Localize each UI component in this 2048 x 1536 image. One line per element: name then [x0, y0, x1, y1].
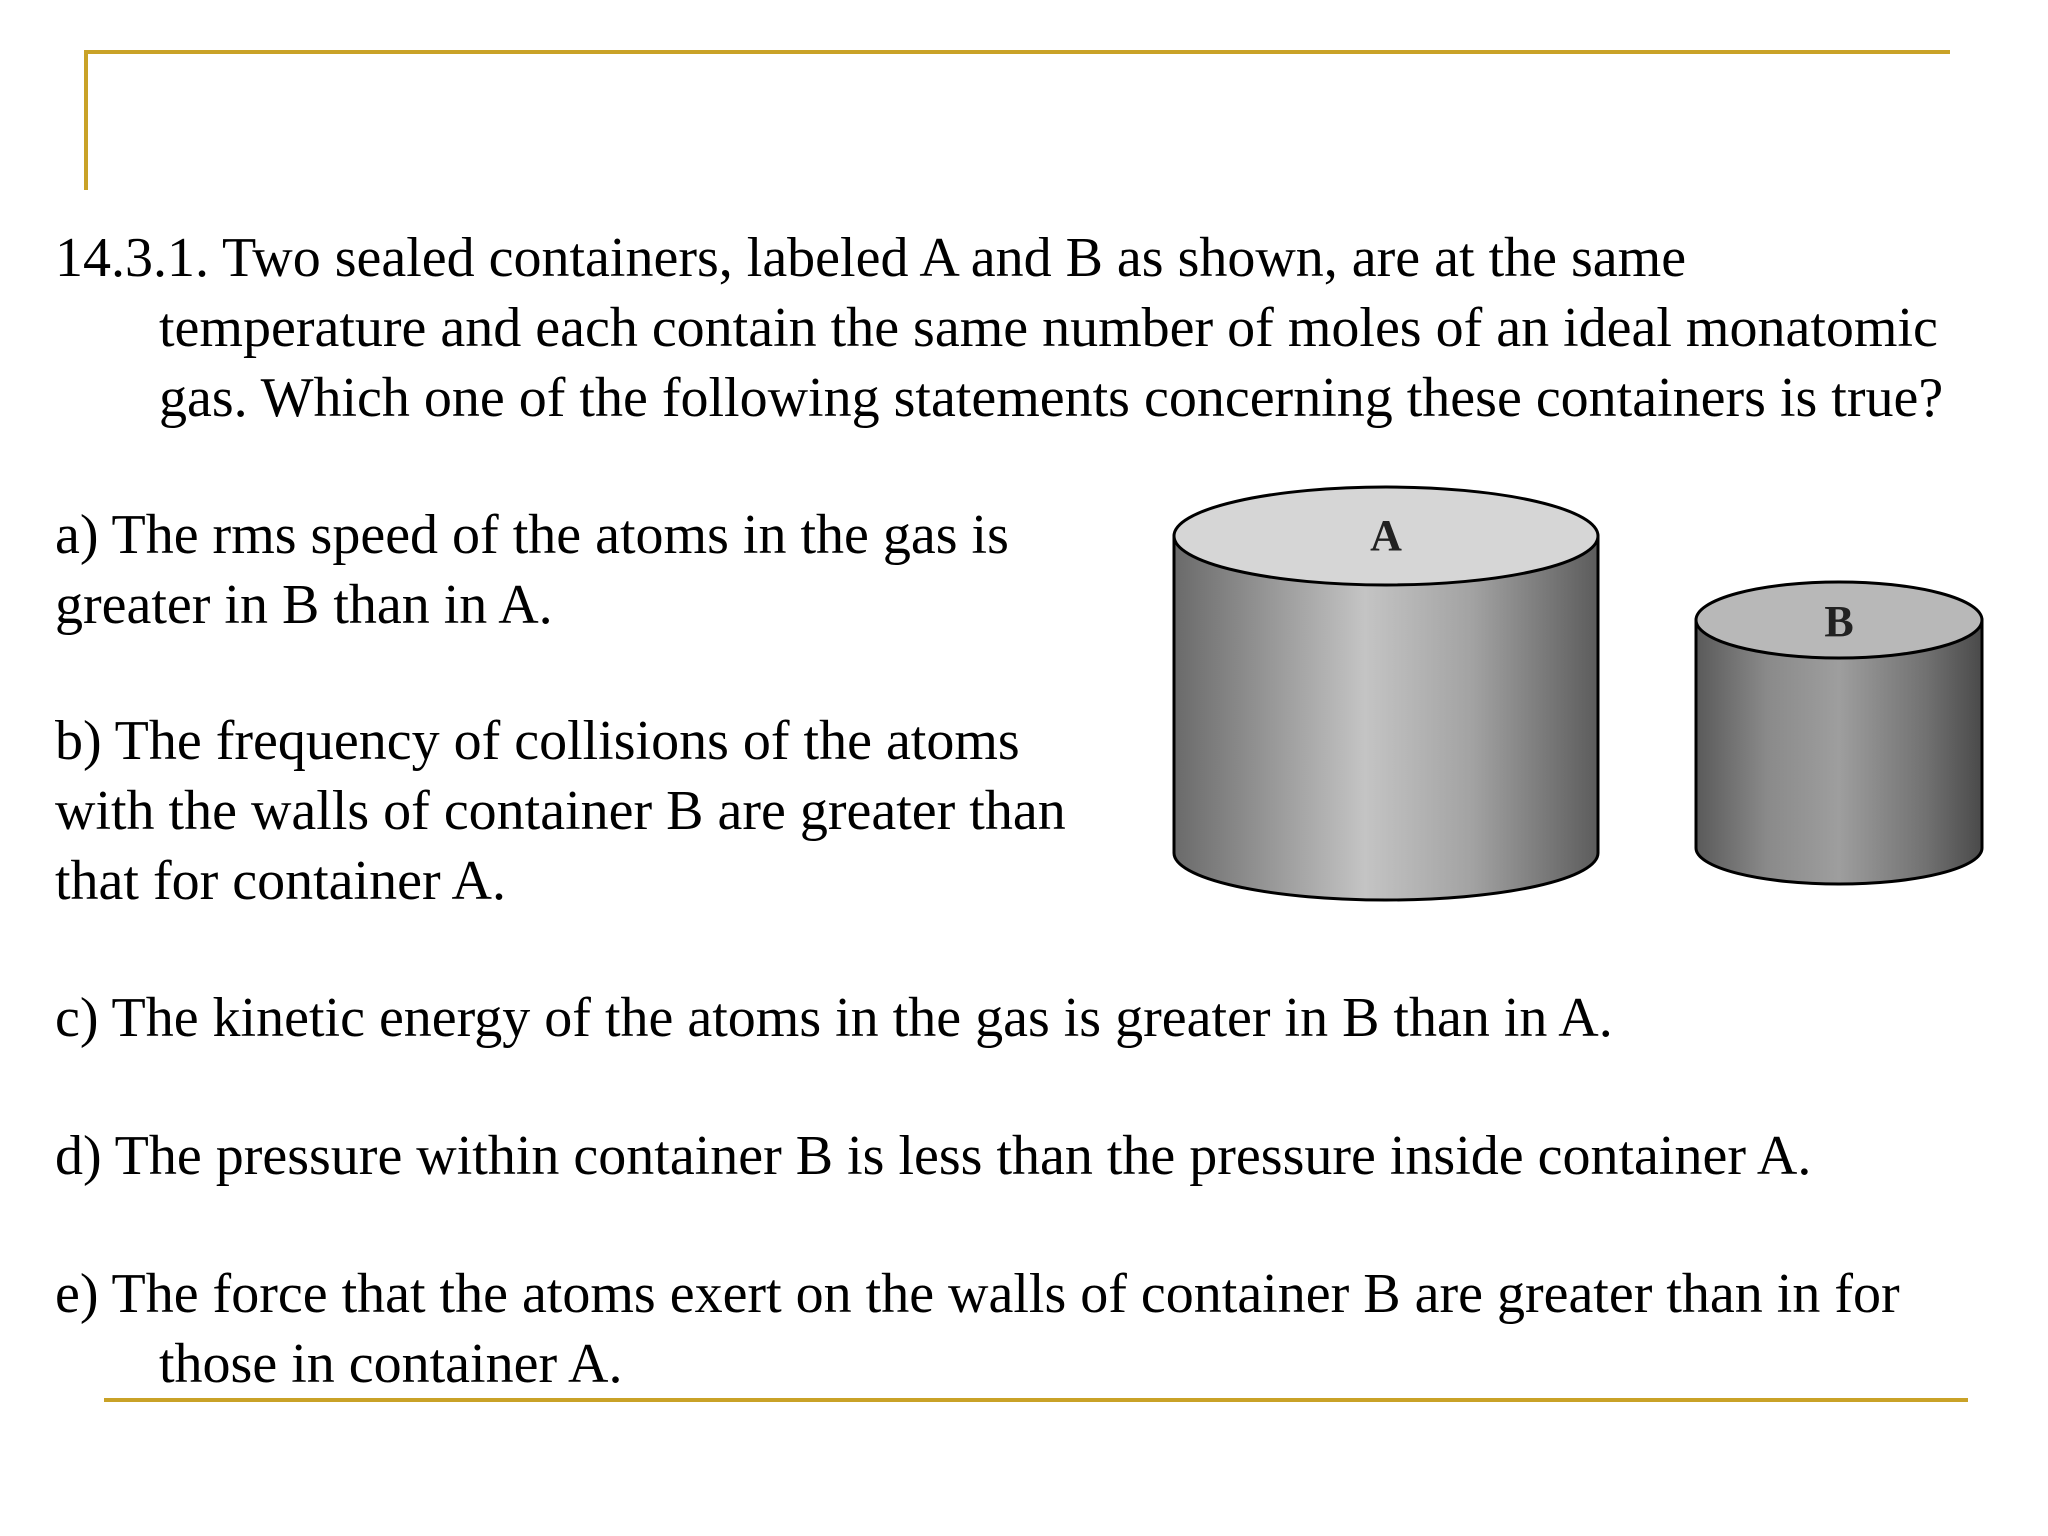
containers-figure — [1166, 478, 1990, 908]
container-b-label: B — [1824, 597, 1854, 646]
option-a — [55, 500, 1009, 640]
option-a-line-2: greater in B than in A. — [55, 574, 553, 636]
containers-illustration — [1166, 478, 1990, 908]
option-c: c) The kinetic energy of the atoms in the gas is greater in B than in A. — [55, 987, 1613, 1049]
container-a-body — [1174, 536, 1598, 900]
option-b — [55, 706, 1066, 916]
option-b-line-1: b) The frequency of collisions of the atoms — [55, 710, 1020, 772]
container-b-body — [1696, 620, 1982, 884]
question-line-2: temperature and each contain the same number of moles of an ideal monatomic — [159, 297, 1938, 359]
option-e-line-1: e) The force that the atoms exert on the walls of container B are greater than in for — [55, 1263, 1900, 1325]
option-b-line-2: with the walls of container B are greater than — [55, 780, 1066, 842]
question-line-1: 14.3.1. Two sealed containers, labeled A and B as shown, are at the same — [55, 227, 1687, 289]
container-a-label: A — [1370, 511, 1402, 560]
slide-frame-bottom-rule — [104, 1398, 1968, 1402]
slide-frame-top-rule — [84, 50, 1950, 54]
slide-frame-left-rule — [84, 50, 88, 190]
option-a-line-1: a) The rms speed of the atoms in the gas is — [55, 504, 1009, 566]
question-line-3: gas. Which one of the following statements concerning these containers is true? — [159, 367, 1944, 429]
option-e-line-2: those in container A. — [159, 1333, 623, 1395]
container-b — [1696, 582, 1982, 884]
option-b-line-3: that for container A. — [55, 850, 506, 912]
container-a — [1174, 487, 1598, 900]
option-d: d) The pressure within container B is less than the pressure inside container A. — [55, 1125, 1812, 1187]
